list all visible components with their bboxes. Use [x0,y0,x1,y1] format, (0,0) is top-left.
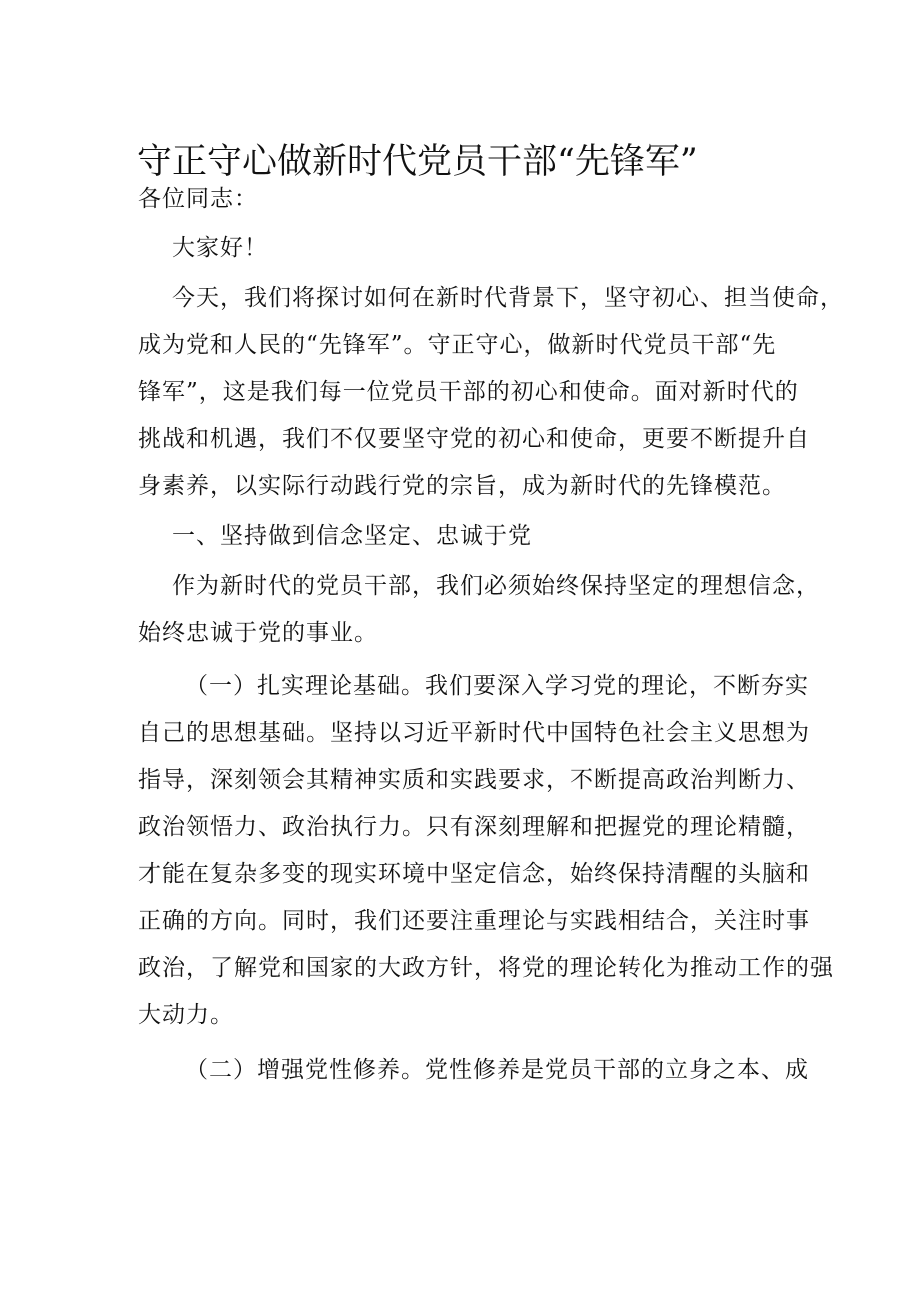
intro-line: 今天，我们将探讨如何在新时代背景下，坚守初心、担当使命， [172,285,844,311]
intro-line: 锋军”，这是我们每一位党员干部的初心和使命。面对新时代的 [138,379,799,405]
section-line: 始终忠诚于党的事业。 [138,620,378,646]
salutation: 各位同志： [138,186,258,212]
intro-line: 成为党和人民的“先锋军”。守正守心，做新时代党员干部“先 [138,332,777,358]
subsection-line: 政治，了解党和国家的大政方针，将党的理论转化为推动工作的强 [138,955,834,981]
subsection-line: 自己的思想基础。坚持以习近平新时代中国特色社会主义思想为 [138,720,810,746]
subsection-line: 大动力。 [138,1002,234,1028]
subsection-line: （二）增强党性修养。党性修养是党员干部的立身之本、成 [185,1057,809,1083]
greeting: 大家好！ [172,235,268,261]
subsection-line: 指导，深刻领会其精神实质和实践要求，不断提高政治判断力、 [138,767,810,793]
subsection-line: （一）扎实理论基础。我们要深入学习党的理论，不断夯实 [185,673,809,699]
intro-line: 身素养，以实际行动践行党的宗旨，成为新时代的先锋模范。 [138,473,786,499]
subsection-line: 政治领悟力、政治执行力。只有深刻理解和把握党的理论精髓， [138,814,810,840]
subsection-line: 正确的方向。同时，我们还要注重理论与实践相结合，关注时事 [138,908,810,934]
section-line: 作为新时代的党员干部，我们必须始终保持坚定的理想信念， [172,573,820,599]
section-heading: 一、坚持做到信念坚定、忠诚于党 [172,523,532,549]
subsection-line: 才能在复杂多变的现实环境中坚定信念，始终保持清醒的头脑和 [138,861,810,887]
document-title: 守正守心做新时代党员干部“先锋军” [137,142,698,182]
intro-line: 挑战和机遇，我们不仅要坚守党的初心和使命，更要不断提升自 [138,426,810,452]
